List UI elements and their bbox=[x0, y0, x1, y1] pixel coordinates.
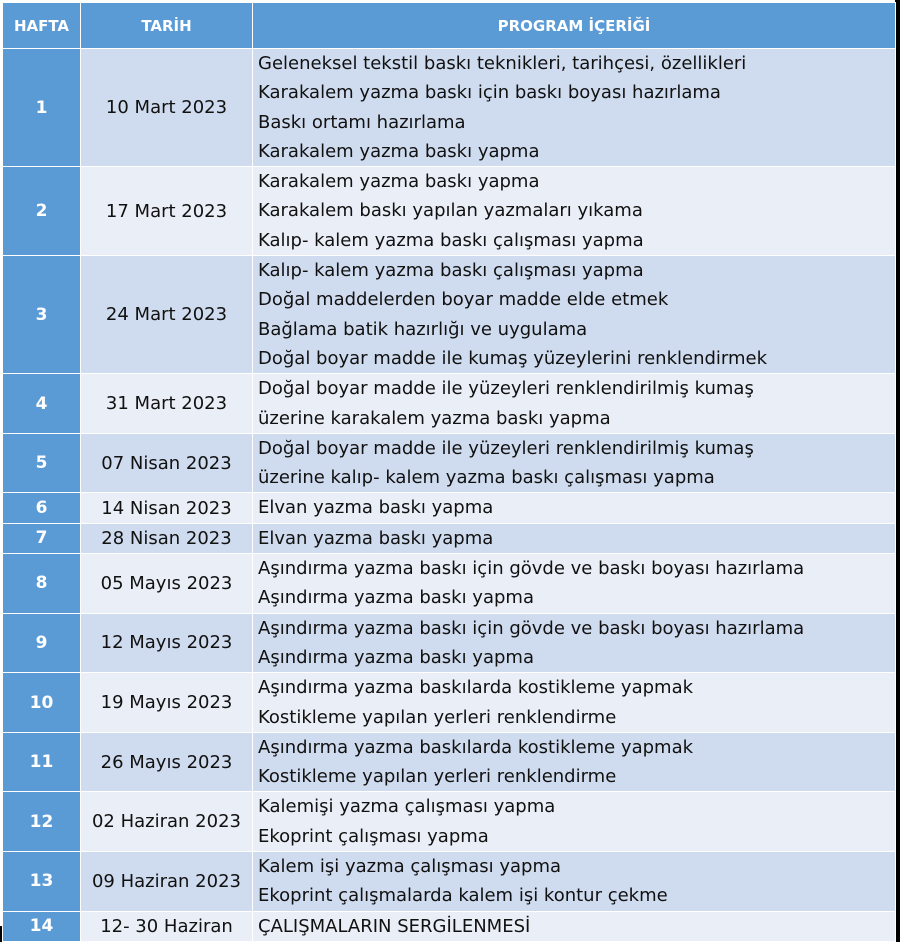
week-number: 6 bbox=[3, 493, 81, 523]
table-row bbox=[3, 911, 896, 941]
week-number: 2 bbox=[3, 167, 81, 256]
content-line: Karakalem yazma baskı yapma bbox=[258, 140, 540, 162]
content-line: Aşındırma yazma baskı için gövde ve baskı boyası hazırlama bbox=[258, 617, 805, 639]
program-content bbox=[253, 523, 896, 553]
week-number: 5 bbox=[3, 433, 81, 493]
week-number: 4 bbox=[3, 374, 81, 434]
table-row bbox=[3, 673, 896, 733]
header-date: TARİH bbox=[81, 3, 253, 49]
week-number: 9 bbox=[3, 613, 81, 673]
week-date: 09 Haziran 2023 bbox=[81, 852, 253, 912]
content-line: Karakalem yazma baskı yapma bbox=[258, 171, 540, 193]
table-row bbox=[3, 374, 896, 434]
week-number: 12 bbox=[3, 792, 81, 852]
program-content bbox=[253, 167, 896, 256]
week-date: 07 Nisan 2023 bbox=[81, 433, 253, 493]
week-number: 13 bbox=[3, 852, 81, 912]
week-number: 7 bbox=[3, 523, 81, 553]
program-table bbox=[2, 2, 896, 942]
content-line: Kalıp- kalem yazma baskı çalışması yapma bbox=[258, 260, 644, 282]
header-week: HAFTA bbox=[3, 3, 81, 49]
content-line: Doğal boyar madde ile kumaş yüzeylerini renklendirmek bbox=[258, 347, 768, 369]
content-line: üzerine karakalem yazma baskı yapma bbox=[258, 407, 611, 429]
content-line: Elvan yazma baskı yapma bbox=[258, 527, 494, 549]
week-number: 10 bbox=[3, 673, 81, 733]
program-content bbox=[253, 256, 896, 374]
content-line: Kalıp- kalem yazma baskı çalışması yapma bbox=[258, 229, 644, 251]
week-date: 12 Mayıs 2023 bbox=[81, 613, 253, 673]
program-content bbox=[253, 792, 896, 852]
program-content bbox=[253, 433, 896, 493]
header-content: PROGRAM İÇERİĞİ bbox=[253, 3, 896, 49]
program-content bbox=[253, 732, 896, 792]
content-line: Ekoprint çalışmalarda kalem işi kontur çekme bbox=[258, 885, 668, 907]
table-row bbox=[3, 493, 896, 523]
week-date: 26 Mayıs 2023 bbox=[81, 732, 253, 792]
program-content bbox=[253, 852, 896, 912]
table-row bbox=[3, 167, 896, 256]
week-number: 11 bbox=[3, 732, 81, 792]
table-row bbox=[3, 792, 896, 852]
program-content bbox=[253, 493, 896, 523]
table-row bbox=[3, 49, 896, 167]
content-line: Ekoprint çalışması yapma bbox=[258, 825, 489, 847]
week-number: 3 bbox=[3, 256, 81, 374]
week-date: 24 Mart 2023 bbox=[81, 256, 253, 374]
content-line: Aşındırma yazma baskı için gövde ve baskı boyası hazırlama bbox=[258, 558, 805, 580]
content-line: Kalem işi yazma çalışması yapma bbox=[258, 856, 562, 878]
table-row bbox=[3, 523, 896, 553]
program-content bbox=[253, 673, 896, 733]
week-date: 17 Mart 2023 bbox=[81, 167, 253, 256]
week-date: 02 Haziran 2023 bbox=[81, 792, 253, 852]
content-line: Karakalem baskı yapılan yazmaları yıkama bbox=[258, 200, 643, 222]
content-line: Doğal boyar madde ile yüzeyleri renklendirilmiş kumaş bbox=[258, 378, 754, 400]
week-date: 31 Mart 2023 bbox=[81, 374, 253, 434]
week-date: 28 Nisan 2023 bbox=[81, 523, 253, 553]
week-date: 14 Nisan 2023 bbox=[81, 493, 253, 523]
header-row bbox=[3, 3, 896, 49]
content-line: Aşındırma yazma baskılarda kostikleme yapmak bbox=[258, 736, 694, 758]
content-line: Geleneksel tekstil baskı teknikleri, tarihçesi, özellikleri bbox=[258, 53, 747, 74]
program-content bbox=[253, 911, 896, 941]
week-date: 05 Mayıs 2023 bbox=[81, 554, 253, 614]
table-row bbox=[3, 732, 896, 792]
content-line: Aşındırma yazma baskı yapma bbox=[258, 587, 534, 609]
content-line: Kalemişi yazma çalışması yapma bbox=[258, 796, 556, 818]
table-row bbox=[3, 613, 896, 673]
content-line: Karakalem yazma baskı için baskı boyası hazırlama bbox=[258, 82, 721, 104]
content-line: Doğal boyar madde ile yüzeyleri renklendirilmiş kumaş bbox=[258, 437, 754, 459]
table-row bbox=[3, 554, 896, 614]
content-line: Aşındırma yazma baskılarda kostikleme yapmak bbox=[258, 677, 694, 699]
content-line: üzerine kalıp- kalem yazma baskı çalışması yapma bbox=[258, 467, 715, 489]
program-content bbox=[253, 374, 896, 434]
content-line: Bağlama batik hazırlığı ve uygulama bbox=[258, 318, 588, 340]
content-line: ÇALIŞMALARIN SERGİLENMESİ bbox=[258, 915, 531, 937]
content-line: Doğal maddelerden boyar madde elde etmek bbox=[258, 289, 669, 311]
content-line: Elvan yazma baskı yapma bbox=[258, 497, 494, 519]
table-row bbox=[3, 852, 896, 912]
program-content bbox=[253, 613, 896, 673]
table-row bbox=[3, 256, 896, 374]
table-row bbox=[3, 433, 896, 493]
content-line: Aşındırma yazma baskı yapma bbox=[258, 646, 534, 668]
week-number: 14 bbox=[3, 911, 81, 941]
week-date: 19 Mayıs 2023 bbox=[81, 673, 253, 733]
content-line: Baskı ortamı hazırlama bbox=[258, 111, 466, 133]
week-date: 10 Mart 2023 bbox=[81, 49, 253, 167]
program-content bbox=[253, 49, 896, 167]
week-number: 1 bbox=[3, 49, 81, 167]
program-content bbox=[253, 554, 896, 614]
content-line: Kostikleme yapılan yerleri renklendirme bbox=[258, 706, 617, 728]
week-date: 12- 30 Haziran bbox=[81, 911, 253, 941]
content-line: Kostikleme yapılan yerleri renklendirme bbox=[258, 766, 617, 788]
week-number: 8 bbox=[3, 554, 81, 614]
